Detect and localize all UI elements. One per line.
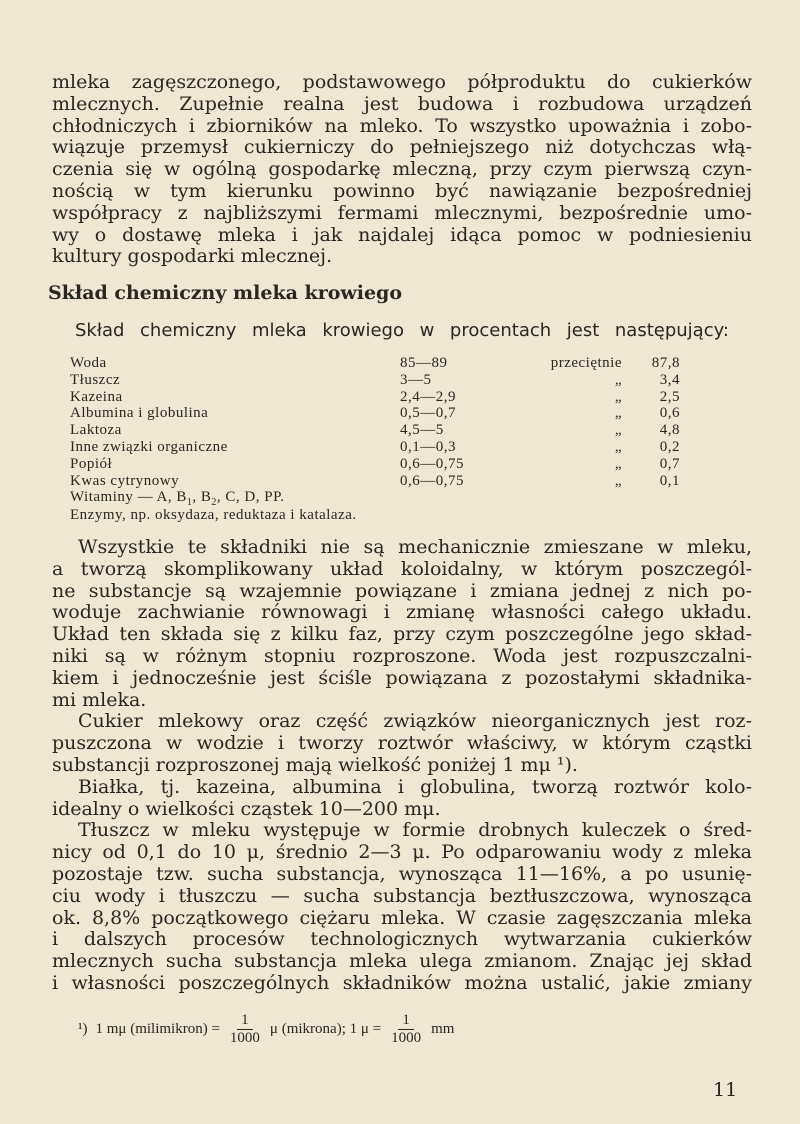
text-line: Białka, tj. kazeina, albumina i globulina, tworzą roztwór kolo- (78, 775, 752, 798)
component-average: 0,7 (659, 455, 680, 472)
component-range: 4,5—5 (400, 422, 444, 439)
enzymes-line: Enzymy, np. oksydaza, reduktaza i katalaza. (70, 507, 357, 523)
composition-row (70, 422, 680, 439)
component-range: 85—89 (400, 355, 448, 371)
composition-row (70, 439, 680, 456)
component-range: 0,6—0,75 (400, 455, 464, 472)
page-number: 11 (713, 1079, 738, 1101)
vitamins-line (70, 489, 285, 508)
component-name: Albumina i globulina (70, 405, 209, 422)
text-line: ciu wody i tłuszczu — sucha substancja beztłuszczowa, wynosząca (52, 884, 752, 907)
table-intro: Skład chemiczny mleka krowiego w procentach jest następujący: (75, 320, 729, 341)
composition-row (70, 473, 680, 490)
text-line: chłodniczych i zbiorników na mleko. To wszystko upoważnia i zobo- (52, 114, 752, 137)
component-name: Inne związki organiczne (70, 438, 228, 455)
text-line: idealny o wielkości cząstek 10—200 mμ. (52, 797, 441, 820)
text-line: Cukier mlekowy oraz część związków nieorganicznych jest roz- (78, 710, 752, 733)
text-line: wy o dostawę mleka i jak najdalej idąca pomoc w podniesieniu (52, 223, 752, 246)
vitamins-prefix: Witaminy — A, B (70, 489, 187, 505)
footnote-text-2: μ (mikrona); 1 μ = (269, 1021, 382, 1037)
vitamins-separator: , B (192, 489, 212, 505)
text-line: kultury gospodarki mlecznej. (52, 245, 333, 268)
fraction-numerator: 1 (398, 1012, 414, 1030)
composition-row (70, 389, 680, 406)
text-line: nością w tym kierunku powinno być nawiązanie bezpośredniej (52, 179, 752, 202)
component-note: „ (614, 455, 622, 472)
text-line: a tworzą skomplikowany układ koloidalny, w którym poszczegól- (52, 557, 752, 580)
text-line: ne substancje są wzajemnie powiązane i zmiana jednej z nich po- (52, 579, 752, 602)
component-note: „ (614, 422, 622, 439)
composition-row (70, 405, 680, 422)
component-average: 0,6 (659, 405, 680, 422)
text-line: współpracy z najbliższymi fermami mlecznymi, bezpośrednie umo- (52, 201, 752, 224)
component-name: Woda (70, 355, 107, 371)
footnote-marker: ¹) (78, 1021, 88, 1037)
text-line: wiązuje przemysł cukierniczy do pełniejszego niż dotychczas włą- (52, 136, 752, 159)
text-line: mlecznych. Zupełnie realna jest budowa i rozbudowa urządzeń (52, 92, 752, 115)
section-heading: Skład chemiczny mleka krowiego (48, 282, 402, 304)
fraction-denominator: 1000 (229, 1030, 260, 1046)
text-line: ok. 8,8% początkowego ciężaru mleka. W czasie zagęszczania mleka (52, 906, 752, 929)
component-note: „ (614, 371, 622, 388)
composition-table-body (70, 355, 680, 489)
component-name: Kwas cytrynowy (70, 472, 180, 489)
component-name: Laktoza (70, 422, 122, 439)
fraction-numerator: 1 (237, 1012, 253, 1030)
text-line: mlecznych sucha substancja mleka ulega zmianom. Znając jej skład (52, 950, 752, 973)
component-name: Kazeina (70, 388, 123, 405)
component-average: 87,8 (651, 355, 680, 371)
component-note: „ (614, 472, 622, 489)
text-line: mi mleka. (52, 688, 147, 711)
component-note: przeciętnie (550, 355, 622, 371)
text-line: kiem i jednocześnie jest ściśle powiązana z pozostałymi składnika- (52, 666, 752, 689)
component-note: „ (614, 405, 622, 422)
text-line: mleka zagęszczonego, podstawowego półproduktu do cukierków (52, 71, 752, 93)
text-line: woduje zachwianie równowagi i zmianę własności całego układu. (52, 601, 752, 624)
text-line: substancji rozproszonej mają wielkość poniżej 1 mμ ¹). (52, 753, 578, 776)
composition-row (70, 355, 680, 372)
composition-table (70, 355, 680, 489)
b2-subscript: 2 (211, 497, 217, 508)
footnote (78, 1012, 454, 1047)
component-range: 0,5—0,7 (400, 405, 456, 422)
text-line: i własności poszczególnych składników można ustalić, jakie zmiany (52, 971, 752, 994)
component-range: 2,4—2,9 (400, 388, 456, 405)
component-note: „ (614, 438, 622, 455)
composition-row (70, 456, 680, 473)
component-average: 2,5 (659, 388, 680, 405)
text-line: niki są w różnym stopniu rozproszone. Woda jest rozpuszczalni- (52, 644, 752, 667)
fraction-denominator: 1000 (391, 1030, 422, 1046)
text-line: nicy od 0,1 do 10 μ, średnio 2—3 μ. Po odparowaniu wody z mleka (52, 841, 752, 864)
component-note: „ (614, 388, 622, 405)
b1-subscript: 1 (186, 497, 193, 508)
component-name: Tłuszcz (70, 371, 121, 388)
vitamins-suffix: , C, D, PP. (216, 489, 285, 505)
text-line: pozostaje tzw. sucha substancja, wynosząca 11—16%, a po usunię- (52, 862, 752, 885)
component-average: 0,1 (659, 472, 680, 489)
fraction-millimicron (226, 1012, 264, 1047)
text-line: Tłuszcz w mleku występuje w formie drobnych kuleczek o śred- (78, 819, 752, 842)
component-range: 0,1—0,3 (400, 438, 456, 455)
paragraph-intro (52, 72, 752, 268)
fraction-micron (387, 1012, 425, 1047)
text-line: Układ ten składa się z kilku faz, przy czym poszczególne jego skład- (52, 623, 752, 646)
footnote-text-1: 1 mμ (milimikron) = (95, 1021, 220, 1037)
component-range: 3—5 (400, 371, 432, 388)
text-line: puszczona w wodzie i tworzy roztwór właściwy, w którym cząstki (52, 732, 752, 755)
component-name: Popiół (70, 455, 113, 472)
component-average: 4,8 (659, 422, 680, 439)
text-line: czenia się w ogólną gospodarkę mleczną, przy czym pierwszą czyn- (52, 158, 752, 181)
footnote-text-3: mm (431, 1021, 455, 1037)
text-line: i dalszych procesów technologicznych wytwarzania cukierków (52, 928, 752, 951)
component-average: 0,2 (659, 438, 680, 455)
composition-row (70, 372, 680, 389)
component-range: 0,6—0,75 (400, 472, 464, 489)
text-line: Wszystkie te składniki nie są mechanicznie zmieszane w mleku, (78, 536, 752, 558)
component-average: 3,4 (659, 371, 680, 388)
paragraph-colloid (52, 537, 752, 995)
